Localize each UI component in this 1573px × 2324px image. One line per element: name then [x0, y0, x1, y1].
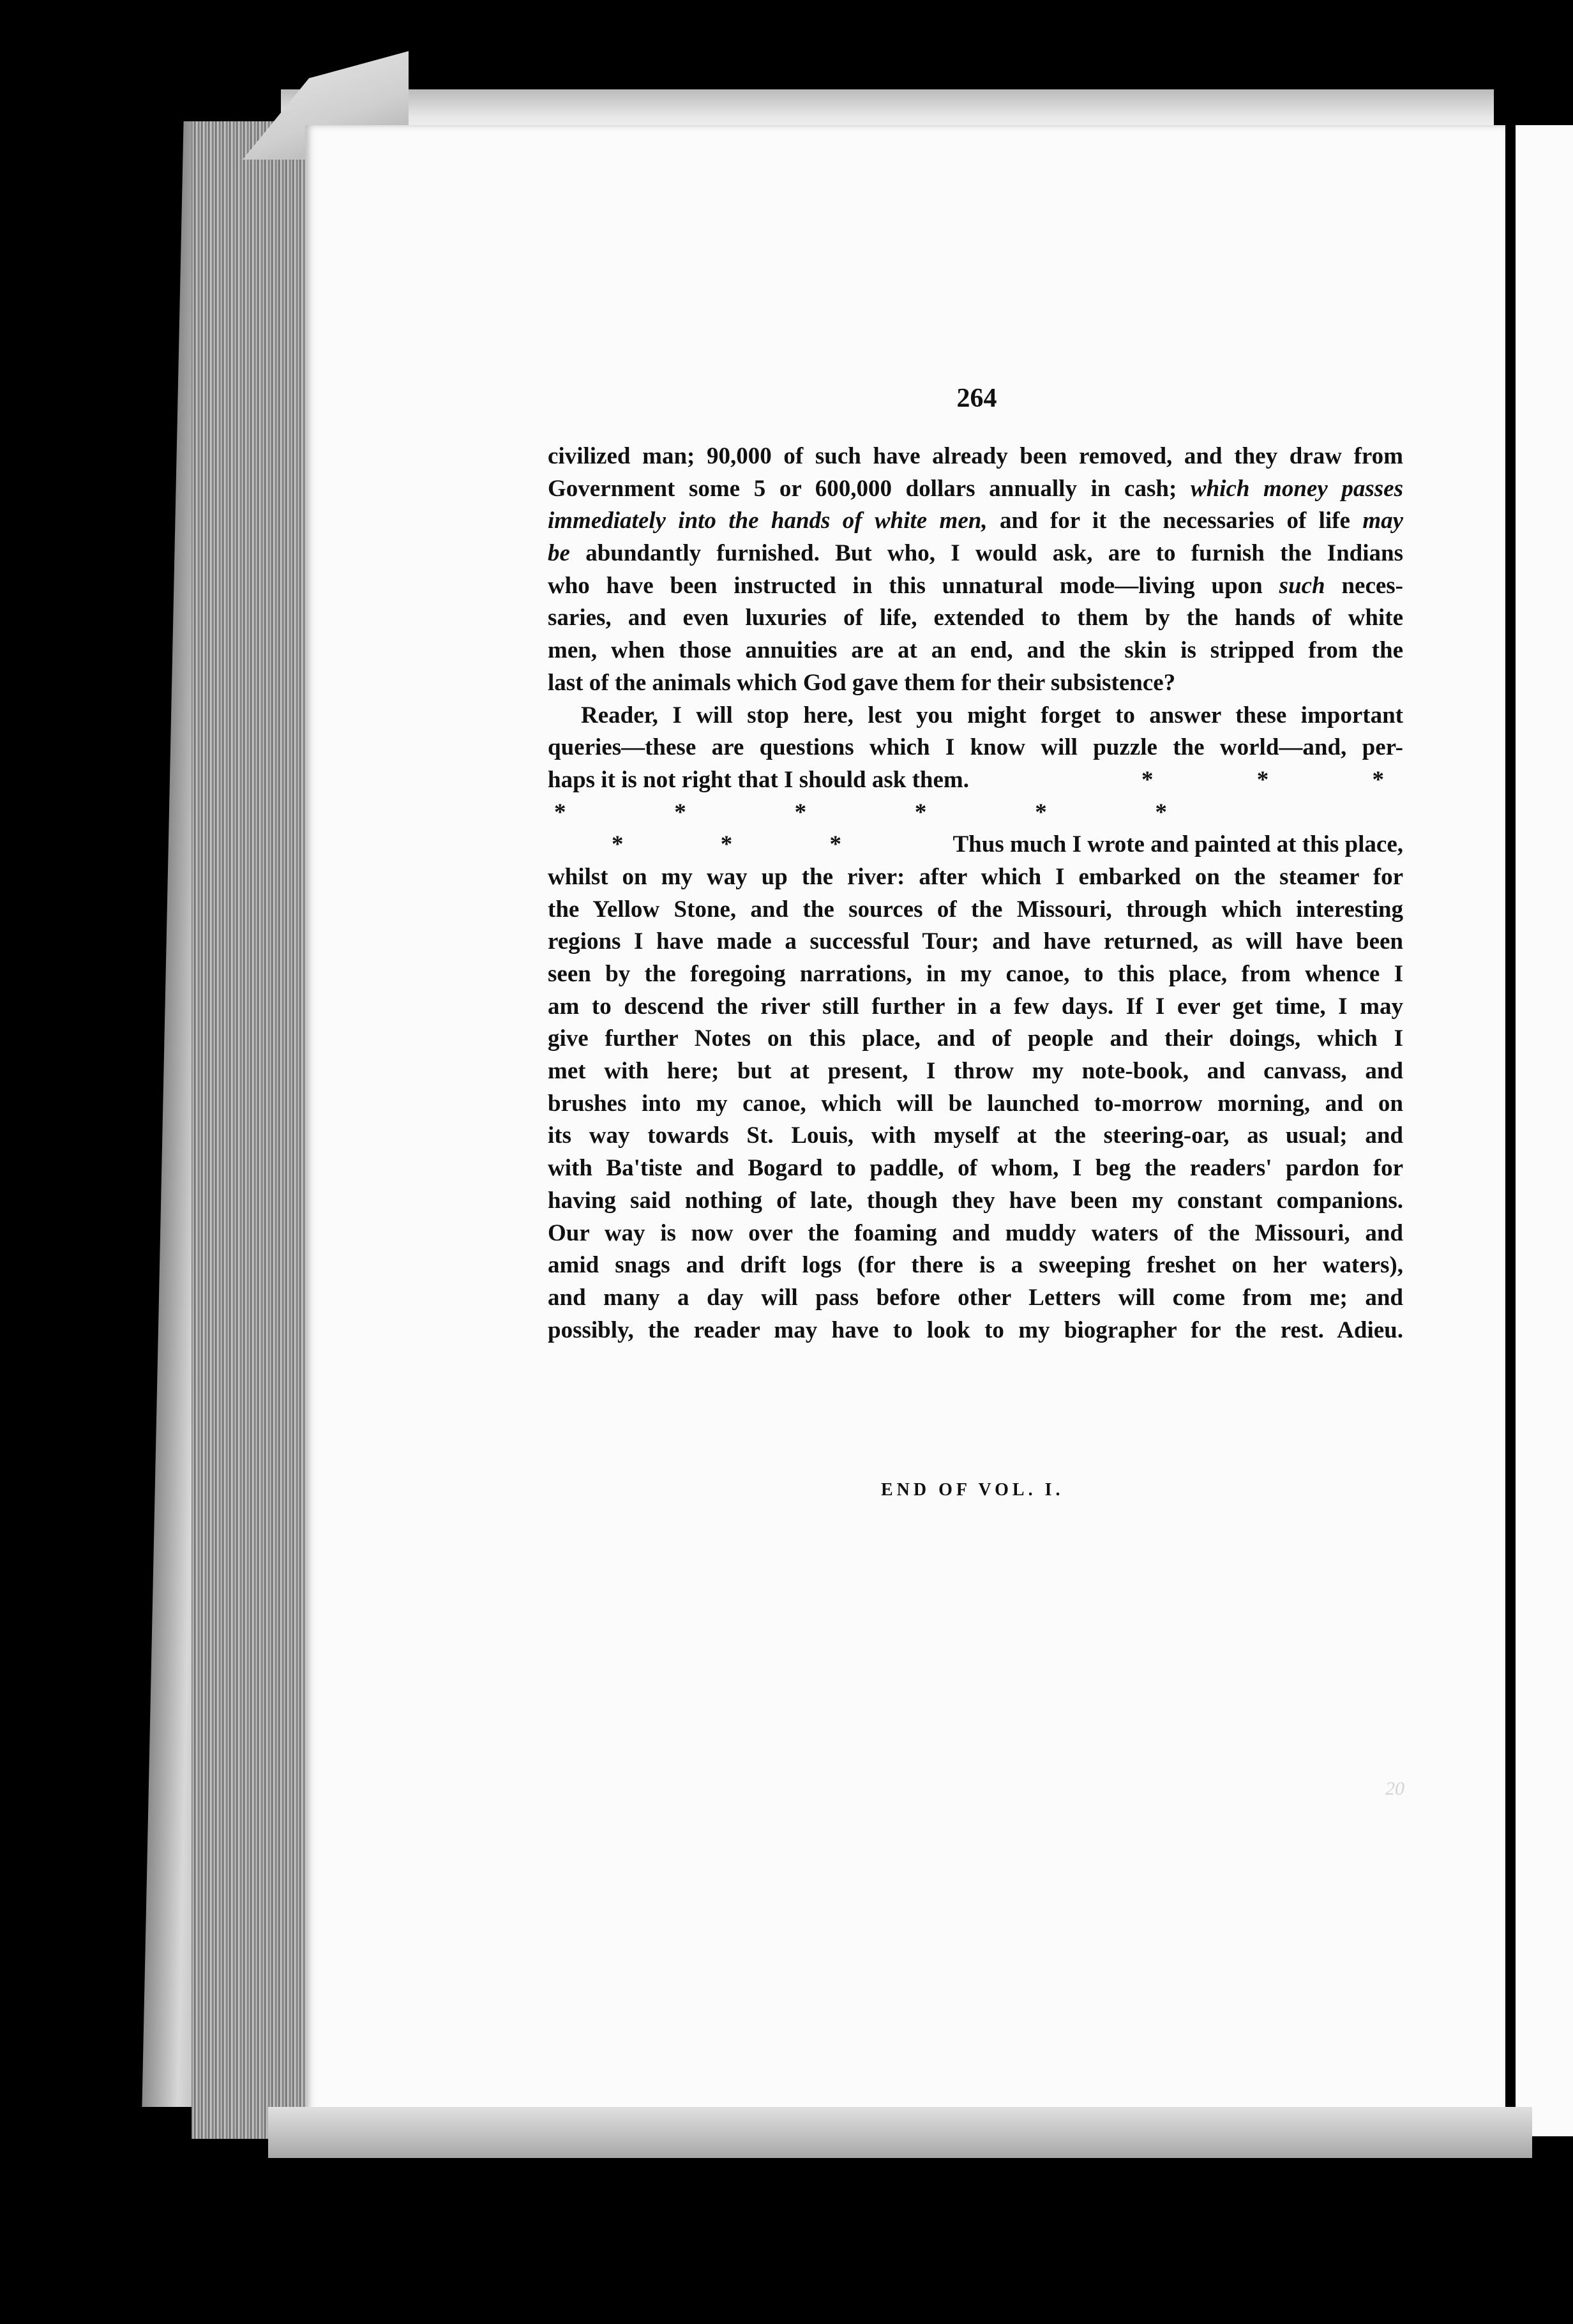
end-of-volume-note: END OF VOL. I.: [881, 1480, 1064, 1500]
faint-margin-mark: 20: [1385, 1778, 1404, 1799]
text-run: neces-: [1341, 572, 1404, 599]
paragraph: [548, 441, 1403, 700]
text-line: last of the animals which God gave them for their subsistence?: [548, 669, 1176, 696]
text-line: having said nothing of late, though they have been my constant companions.: [548, 1187, 1403, 1214]
asterisk: *: [1141, 766, 1154, 793]
asterisk: *: [1035, 799, 1047, 826]
text-line: the Yellow Stone, and the sources of the Missouri, through which interesting: [548, 896, 1403, 923]
text-line: [548, 829, 1403, 861]
asterisk: *: [674, 799, 686, 826]
asterisk: *: [554, 799, 566, 826]
asterisk: *: [794, 799, 807, 826]
asterisk: *: [612, 831, 624, 858]
text-line: Reader, I will stop here, lest you might forget to answer these important: [581, 702, 1403, 728]
asterisk: *: [829, 831, 841, 858]
asterism-row: [548, 797, 1403, 829]
asterisk: *: [720, 831, 733, 858]
asterisk: *: [1256, 766, 1269, 793]
text-line: with Ba'tiste and Bogard to paddle, of whom, I beg the readers' pardon for: [548, 1155, 1403, 1182]
page-bottom-edge: [268, 2107, 1532, 2158]
text-line: [548, 538, 1403, 570]
body-text: [548, 441, 1403, 1347]
text-run: and for it the necessaries of life: [999, 508, 1350, 534]
text-line: possibly, the reader may have to look to my biographer for the rest. Adieu.: [548, 1317, 1403, 1343]
text-line: Our way is now over the foaming and muddy waters of the Missouri, and: [548, 1219, 1403, 1246]
text-line: whilst on my way up the river: after which I embarked on the steamer for: [548, 863, 1403, 890]
text-line: and many a day will pass before other Letters will come from me; and: [548, 1284, 1403, 1311]
page-number: 264: [956, 384, 997, 413]
page-edges: [192, 121, 306, 2139]
text-line: brushes into my canoe, which will be launched to-morrow morning, and on: [548, 1090, 1403, 1117]
text-line: queries—these are questions which I know will puzzle the world—and, per-: [548, 734, 1403, 761]
text-line: men, when those annuities are at an end, and the skin is stripped from the: [548, 637, 1403, 664]
adjacent-page-edge: [1507, 125, 1573, 2136]
italic-run: immediately into the hands of white men,: [548, 508, 988, 534]
asterisk: *: [1155, 799, 1167, 826]
text-line: regions I have made a successful Tour; and have returned, as will have been: [548, 928, 1403, 955]
text-line: am to descend the river still further in a few days. If I ever get time, I may: [548, 993, 1403, 1020]
text-line: [548, 570, 1403, 603]
paragraph: [548, 829, 1403, 1347]
asterism: [548, 829, 841, 861]
text-run: who have been instructed in this unnatural mode—living upon: [548, 572, 1263, 599]
text-run: abundantly furnished. But who, I would ask, are to furnish the Indians: [585, 540, 1403, 567]
paragraph: [548, 700, 1403, 829]
text-run: Government some 5 or 600,000 dollars annually in cash;: [548, 475, 1177, 502]
italic-run: such: [1279, 572, 1325, 599]
text-line: saries, and even luxuries of life, extended to them by the hands of white: [548, 605, 1403, 631]
text-run: Thus much I wrote and painted at this place,: [952, 831, 1403, 858]
italic-run: which money passes: [1190, 475, 1404, 502]
italic-run: be: [548, 540, 570, 567]
asterism: [1141, 764, 1403, 797]
text-line: seen by the foregoing narrations, in my canoe, to this place, from whence I: [548, 961, 1403, 987]
text-line: civilized man; 90,000 of such have already been removed, and they draw from: [548, 443, 1403, 469]
text-run: haps it is not right that I should ask them.: [548, 766, 969, 793]
text-line: [548, 473, 1403, 506]
italic-run: may: [1362, 508, 1404, 534]
asterisk: *: [914, 799, 927, 826]
text-line: [548, 505, 1403, 538]
text-line: [548, 764, 1403, 797]
text-line: its way towards St. Louis, with myself at the steering-oar, as usual; and: [548, 1122, 1403, 1149]
asterisk: *: [1372, 766, 1384, 793]
text-line: amid snags and drift logs (for there is a sweeping freshet on her waters),: [548, 1252, 1403, 1279]
text-line: met with here; but at present, I throw my note-book, and canvass, and: [548, 1058, 1403, 1085]
text-line: give further Notes on this place, and of people and their doings, which I: [548, 1025, 1403, 1052]
